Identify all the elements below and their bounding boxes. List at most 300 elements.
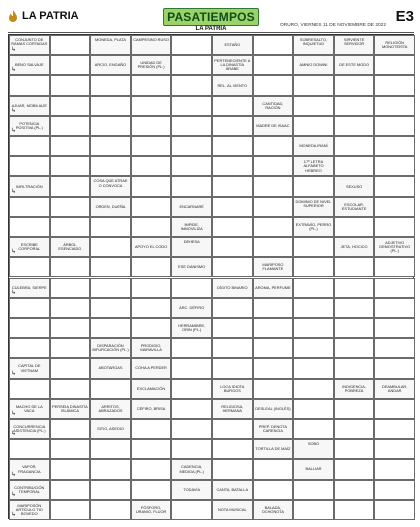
answer-cell[interactable] — [212, 419, 253, 439]
clue-text: LOCA IDIOTA BURGOS — [220, 383, 245, 393]
clue-cell — [253, 419, 294, 439]
answer-cell[interactable] — [50, 419, 91, 439]
clue-cell — [131, 399, 172, 419]
answer-cell[interactable] — [212, 318, 253, 338]
answer-cell[interactable] — [171, 338, 212, 358]
answer-cell[interactable] — [374, 500, 415, 520]
answer-cell[interactable] — [50, 459, 91, 479]
answer-cell[interactable] — [9, 197, 50, 217]
clue-cell — [131, 500, 172, 520]
answer-cell[interactable] — [131, 136, 172, 156]
answer-cell[interactable] — [50, 197, 91, 217]
clue-cell — [334, 55, 375, 75]
answer-cell[interactable] — [131, 176, 172, 196]
answer-cell[interactable] — [334, 75, 375, 95]
answer-cell[interactable] — [253, 136, 294, 156]
answer-cell[interactable] — [334, 318, 375, 338]
clue-text: ESE DANISMO — [178, 264, 206, 270]
logo-subtitle: LA PATRIA — [195, 26, 227, 32]
answer-cell[interactable] — [293, 419, 334, 439]
answer-cell[interactable] — [171, 500, 212, 520]
clue-text: CULEBRA, SIERPE — [11, 284, 47, 290]
clue-cell — [253, 116, 294, 136]
answer-cell[interactable] — [334, 358, 375, 378]
clue-text: ABOTARGAS — [98, 365, 123, 371]
answer-cell[interactable] — [90, 96, 131, 116]
answer-cell[interactable] — [374, 197, 415, 217]
answer-cell[interactable] — [9, 338, 50, 358]
answer-cell[interactable] — [374, 399, 415, 419]
clue-text: APOYO EL CODO — [134, 244, 168, 250]
clue-text: CONTRIBUCIÓN TEMPORAL — [14, 484, 45, 494]
answer-cell[interactable] — [293, 338, 334, 358]
answer-cell[interactable] — [374, 278, 415, 298]
clue-arrow-icon: ↳ — [11, 491, 17, 498]
answer-cell[interactable] — [374, 176, 415, 196]
clue-text: SITIO, ASEDIO — [97, 426, 124, 431]
answer-cell[interactable] — [50, 156, 91, 176]
answer-cell[interactable] — [90, 237, 131, 257]
answer-cell[interactable] — [253, 459, 294, 479]
answer-cell[interactable] — [212, 217, 253, 237]
answer-cell[interactable] — [253, 358, 294, 378]
answer-cell[interactable] — [374, 338, 415, 358]
answer-cell[interactable] — [90, 75, 131, 95]
answer-cell[interactable] — [212, 136, 253, 156]
clue-text: ESCRIBE CORPORAL — [18, 242, 41, 252]
answer-cell[interactable] — [131, 75, 172, 95]
answer-cell[interactable] — [212, 237, 253, 257]
answer-cell[interactable] — [50, 96, 91, 116]
clue-cell — [90, 338, 131, 358]
clue-text: CAMPESINO RUSO — [133, 37, 169, 42]
clue-cell — [293, 217, 334, 237]
answer-cell[interactable] — [212, 459, 253, 479]
answer-cell[interactable] — [9, 136, 50, 156]
clue-cell — [9, 278, 50, 298]
clue-text: SOBRESALTO, INQUIETUD — [299, 37, 328, 47]
answer-cell[interactable] — [293, 257, 334, 277]
clue-cell — [334, 379, 375, 399]
clue-cell — [253, 399, 294, 419]
answer-cell[interactable] — [90, 318, 131, 338]
clue-arrow-icon: ↳ — [11, 289, 17, 296]
clue-cell — [90, 399, 131, 419]
answer-cell[interactable] — [90, 298, 131, 318]
answer-cell[interactable] — [9, 439, 50, 459]
clue-cell — [293, 156, 334, 176]
answer-cell[interactable] — [293, 278, 334, 298]
clue-cell — [90, 419, 131, 439]
answer-cell[interactable] — [171, 358, 212, 378]
clue-cell — [9, 176, 50, 196]
answer-cell[interactable] — [374, 419, 415, 439]
answer-cell[interactable] — [50, 500, 91, 520]
clue-cell — [212, 480, 253, 500]
answer-cell[interactable] — [50, 136, 91, 156]
answer-cell[interactable] — [50, 257, 91, 277]
answer-cell[interactable] — [334, 500, 375, 520]
clue-arrow-icon: ↳ — [11, 188, 17, 195]
answer-cell[interactable] — [334, 217, 375, 237]
answer-cell[interactable] — [293, 480, 334, 500]
clue-cell — [253, 439, 294, 459]
clue-cell — [50, 237, 91, 257]
clue-text: SEXUSO — [345, 183, 363, 189]
clue-text: DISPARACIÓN BIFURCACIÓN (PL.) — [92, 343, 129, 353]
answer-cell[interactable] — [374, 459, 415, 479]
clue-text: CÉFIRO, BRISA — [136, 405, 166, 411]
answer-cell[interactable] — [334, 399, 375, 419]
answer-cell[interactable] — [293, 237, 334, 257]
answer-cell[interactable] — [9, 379, 50, 399]
answer-cell[interactable] — [374, 318, 415, 338]
answer-cell[interactable] — [50, 298, 91, 318]
clue-text: HERRAMIBRE, ORIN (PL.) — [178, 322, 206, 332]
answer-cell[interactable] — [171, 399, 212, 419]
answer-cell[interactable] — [131, 116, 172, 136]
clue-arrow-icon: ↳ — [11, 471, 17, 478]
answer-cell[interactable] — [374, 480, 415, 500]
clue-text: CONJUNTO DE RAMAS CORTADAS — [11, 37, 48, 47]
answer-cell[interactable] — [50, 55, 91, 75]
answer-cell[interactable] — [50, 439, 91, 459]
clue-text: AJUAR, MOBILIAJE — [11, 102, 47, 108]
clue-cell — [90, 176, 131, 196]
clue-text: IMPIDE, INMOVILIZA — [180, 221, 203, 231]
answer-cell[interactable] — [374, 217, 415, 237]
answer-cell[interactable] — [171, 156, 212, 176]
clue-text: AROMA, PERFUME — [255, 284, 291, 290]
answer-cell[interactable] — [90, 459, 131, 479]
clue-cell — [293, 197, 334, 217]
answer-cell[interactable] — [253, 197, 294, 217]
answer-cell[interactable] — [253, 35, 294, 55]
answer-cell[interactable] — [9, 257, 50, 277]
answer-cell[interactable] — [90, 439, 131, 459]
clue-text: TORTILLA DE MAÍZ — [255, 446, 291, 452]
answer-cell[interactable] — [212, 298, 253, 318]
answer-cell[interactable] — [9, 156, 50, 176]
clue-text: DÍGITO BINARIO — [217, 284, 248, 290]
answer-cell[interactable] — [212, 338, 253, 358]
clue-cell — [212, 379, 253, 399]
answer-cell[interactable] — [90, 379, 131, 399]
answer-cell[interactable] — [374, 257, 415, 277]
answer-cell[interactable] — [50, 338, 91, 358]
clue-arrow-icon: ↳ — [11, 47, 17, 54]
clue-cell — [171, 237, 212, 257]
answer-cell[interactable] — [334, 439, 375, 459]
answer-cell[interactable] — [212, 176, 253, 196]
flame-logo-icon — [8, 10, 18, 22]
answer-cell[interactable] — [171, 96, 212, 116]
page-header — [0, 0, 420, 34]
clue-text: SOBO — [307, 441, 320, 447]
clue-cell — [293, 55, 334, 75]
clue-text: JETA, HOCICO — [340, 244, 368, 250]
answer-cell[interactable] — [253, 237, 294, 257]
date-line: ORURO, VIERNES 11 DE NOVIEMBRE DE 2022 — [280, 23, 387, 28]
crossword-grid — [8, 34, 414, 519]
clue-text: MONEDA IRANÍ — [299, 143, 328, 149]
answer-cell[interactable] — [90, 156, 131, 176]
clue-text: FÓSFORO, URANIO, FLUOR — [135, 504, 167, 514]
answer-cell[interactable] — [171, 75, 212, 95]
answer-cell[interactable] — [90, 136, 131, 156]
answer-cell[interactable] — [293, 116, 334, 136]
clue-cell — [9, 480, 50, 500]
page-code: E3 — [395, 8, 414, 25]
answer-cell[interactable] — [212, 358, 253, 378]
answer-cell[interactable] — [374, 136, 415, 156]
answer-cell[interactable] — [293, 399, 334, 419]
answer-cell[interactable] — [50, 35, 91, 55]
clue-text: DOMINIO DE NIVEL SUPERIOR — [295, 198, 332, 208]
answer-cell[interactable] — [90, 217, 131, 237]
answer-cell[interactable] — [334, 116, 375, 136]
answer-cell[interactable] — [131, 439, 172, 459]
answer-cell[interactable] — [334, 459, 375, 479]
clue-text: ORDEN, DUEÑA — [95, 203, 126, 209]
answer-cell[interactable] — [253, 217, 294, 237]
clue-cell — [171, 298, 212, 318]
clue-cell — [374, 35, 415, 55]
clue-text: CANTA, BATALLA — [216, 486, 249, 492]
clue-cell — [334, 197, 375, 217]
answer-cell[interactable] — [253, 75, 294, 95]
answer-cell[interactable] — [293, 318, 334, 338]
clue-cell — [212, 75, 253, 95]
answer-cell[interactable] — [374, 55, 415, 75]
clue-text: COSA QUE ATRAE O CONVOCA — [93, 178, 128, 188]
answer-cell[interactable] — [9, 75, 50, 95]
clue-text: PRODIGIO, MARAVILLA — [140, 343, 162, 353]
clue-cell — [171, 459, 212, 479]
answer-cell[interactable] — [212, 257, 253, 277]
answer-cell[interactable] — [253, 156, 294, 176]
answer-cell[interactable] — [293, 176, 334, 196]
clue-arrow-icon: ↳ — [11, 107, 17, 114]
answer-cell[interactable] — [374, 298, 415, 318]
clue-text: PERTENECIENTE A LA DINASTÍA ÁRABE — [214, 58, 251, 72]
answer-cell[interactable] — [131, 197, 172, 217]
answer-cell[interactable] — [293, 298, 334, 318]
clue-text: CADENCIA, MEDIDA (PL.) — [179, 464, 204, 474]
clue-cell — [171, 217, 212, 237]
clue-text: INDIGENCIA, POBREZA — [342, 383, 366, 393]
answer-cell[interactable] — [212, 197, 253, 217]
answer-cell[interactable] — [212, 439, 253, 459]
clue-text: UNIDAD DE PRESIÓN (PL.) — [137, 60, 165, 70]
answer-cell[interactable] — [90, 257, 131, 277]
answer-cell[interactable] — [334, 419, 375, 439]
answer-cell[interactable] — [131, 217, 172, 237]
answer-cell[interactable] — [212, 156, 253, 176]
clue-text: ADJETIVO DEMOSTRATIVO (PL.) — [379, 240, 411, 254]
clue-cell — [212, 55, 253, 75]
answer-cell[interactable] — [90, 500, 131, 520]
answer-cell[interactable] — [131, 459, 172, 479]
answer-cell[interactable] — [374, 96, 415, 116]
clue-text: MARIPOSÓN ARTÍCULO TIO BOVEDO — [15, 502, 43, 516]
answer-cell[interactable] — [212, 116, 253, 136]
clue-cell — [90, 55, 131, 75]
clue-cell — [212, 500, 253, 520]
answer-cell[interactable] — [334, 156, 375, 176]
answer-cell[interactable] — [293, 96, 334, 116]
clue-cell — [171, 197, 212, 217]
answer-cell[interactable] — [50, 75, 91, 95]
clue-text: TODAVÍA — [183, 486, 201, 492]
clue-cell — [212, 35, 253, 55]
clue-arrow-icon: ↳ — [11, 370, 17, 377]
clue-text: DE ESTE MODO — [339, 62, 370, 68]
clue-text: ARC. DÉFIRO — [179, 304, 205, 310]
answer-cell[interactable] — [253, 480, 294, 500]
answer-cell[interactable] — [50, 358, 91, 378]
answer-cell[interactable] — [334, 96, 375, 116]
answer-cell[interactable] — [374, 116, 415, 136]
clue-cell — [212, 278, 253, 298]
clue-text: CONCURRENCIA ASISTENCIA (PL.) — [13, 423, 46, 434]
answer-cell[interactable] — [293, 379, 334, 399]
clue-arrow-icon: ↳ — [11, 431, 17, 438]
clue-cell — [9, 96, 50, 116]
answer-cell[interactable] — [334, 338, 375, 358]
clue-cell — [374, 237, 415, 257]
clue-cell — [9, 55, 50, 75]
clue-cell — [253, 500, 294, 520]
answer-cell[interactable] — [9, 318, 50, 338]
clue-cell — [9, 237, 50, 257]
clue-cell — [90, 35, 131, 55]
clue-cell — [334, 176, 375, 196]
answer-cell[interactable] — [171, 278, 212, 298]
answer-cell[interactable] — [50, 480, 91, 500]
clue-cell — [9, 399, 50, 419]
clue-text: ARRITOS, ABRAZADOS — [98, 403, 123, 413]
answer-cell[interactable] — [50, 116, 91, 136]
answer-cell[interactable] — [293, 75, 334, 95]
clue-cell — [9, 419, 50, 439]
clue-text: REL. AL VIENTO — [217, 82, 248, 88]
answer-cell[interactable] — [253, 55, 294, 75]
answer-cell[interactable] — [171, 35, 212, 55]
answer-cell[interactable] — [50, 217, 91, 237]
answer-cell[interactable] — [253, 338, 294, 358]
answer-cell[interactable] — [131, 298, 172, 318]
answer-cell[interactable] — [171, 136, 212, 156]
clue-cell — [131, 358, 172, 378]
clue-text: RELIGIOSA, HERMANA — [221, 403, 244, 413]
clue-cell — [9, 116, 50, 136]
answer-cell[interactable] — [131, 96, 172, 116]
clue-text: PREP. DENOTA CARENCIA — [258, 423, 287, 434]
clue-cell — [131, 55, 172, 75]
clue-arrow-icon: ↳ — [11, 410, 17, 417]
answer-cell[interactable] — [171, 379, 212, 399]
answer-cell[interactable] — [171, 419, 212, 439]
clue-text: ARCIO, ENGAÑO — [94, 62, 127, 68]
clue-text: BALLIAR — [305, 466, 322, 472]
answer-cell[interactable] — [334, 257, 375, 277]
clue-cell — [212, 399, 253, 419]
answer-cell[interactable] — [9, 298, 50, 318]
answer-cell[interactable] — [131, 257, 172, 277]
clue-text: NOTA MUSICAL — [217, 506, 247, 512]
answer-cell[interactable] — [131, 419, 172, 439]
clue-text: SIRVIENTE SERVIDOR — [343, 37, 365, 47]
clue-text: DEAMBULAR, ANDAR — [382, 383, 408, 393]
answer-cell[interactable] — [90, 480, 131, 500]
answer-cell[interactable] — [9, 217, 50, 237]
answer-cell[interactable] — [50, 278, 91, 298]
answer-cell[interactable] — [171, 439, 212, 459]
clue-cell — [50, 399, 91, 419]
clue-text: ENCARNARÉ — [179, 203, 204, 209]
answer-cell[interactable] — [253, 318, 294, 338]
clue-cell — [9, 459, 50, 479]
answer-cell[interactable] — [171, 55, 212, 75]
answer-cell[interactable] — [131, 480, 172, 500]
clue-arrow-icon: ↳ — [11, 67, 17, 74]
clue-text: BALADA, OCHONOTA — [261, 504, 284, 514]
clue-arrow-icon: ↳ — [11, 128, 17, 135]
clue-cell — [253, 278, 294, 298]
clue-text: MACHO DE LA VACA — [15, 403, 43, 413]
clue-text: CANTIDAD, RACIÓN — [262, 100, 284, 110]
answer-cell[interactable] — [253, 379, 294, 399]
clue-cell — [171, 257, 212, 277]
answer-cell[interactable] — [334, 298, 375, 318]
answer-cell[interactable] — [131, 278, 172, 298]
answer-cell[interactable] — [334, 480, 375, 500]
clue-cell — [131, 379, 172, 399]
answer-cell[interactable] — [293, 358, 334, 378]
answer-cell[interactable] — [131, 156, 172, 176]
answer-cell[interactable] — [293, 500, 334, 520]
answer-cell[interactable] — [253, 298, 294, 318]
answer-cell[interactable] — [90, 278, 131, 298]
clue-text: POTENCIA POSITIVA (PL.) — [15, 120, 43, 130]
answer-cell[interactable] — [212, 96, 253, 116]
answer-cell[interactable] — [374, 75, 415, 95]
clue-text: ESCOLAR, ESTUDIANTE — [341, 201, 367, 211]
clue-text: COHA A PERDER — [135, 365, 167, 371]
answer-cell[interactable] — [253, 176, 294, 196]
answer-cell[interactable] — [50, 176, 91, 196]
clue-text: ESTAÑO — [224, 42, 241, 48]
answer-cell[interactable] — [171, 176, 212, 196]
clue-cell — [131, 35, 172, 55]
answer-cell[interactable] — [50, 318, 91, 338]
header-rule — [8, 32, 414, 33]
answer-cell[interactable] — [131, 318, 172, 338]
clue-arrow-icon: ↳ — [11, 249, 17, 256]
answer-cell[interactable] — [374, 439, 415, 459]
answer-cell[interactable] — [50, 379, 91, 399]
clue-text: INFILTRACIÓN — [15, 183, 43, 189]
answer-cell[interactable] — [374, 358, 415, 378]
answer-cell[interactable] — [334, 278, 375, 298]
clue-cell — [253, 257, 294, 277]
answer-cell[interactable] — [374, 156, 415, 176]
answer-cell[interactable] — [90, 116, 131, 136]
answer-cell[interactable] — [334, 136, 375, 156]
answer-cell[interactable] — [171, 116, 212, 136]
clue-cell — [374, 379, 415, 399]
